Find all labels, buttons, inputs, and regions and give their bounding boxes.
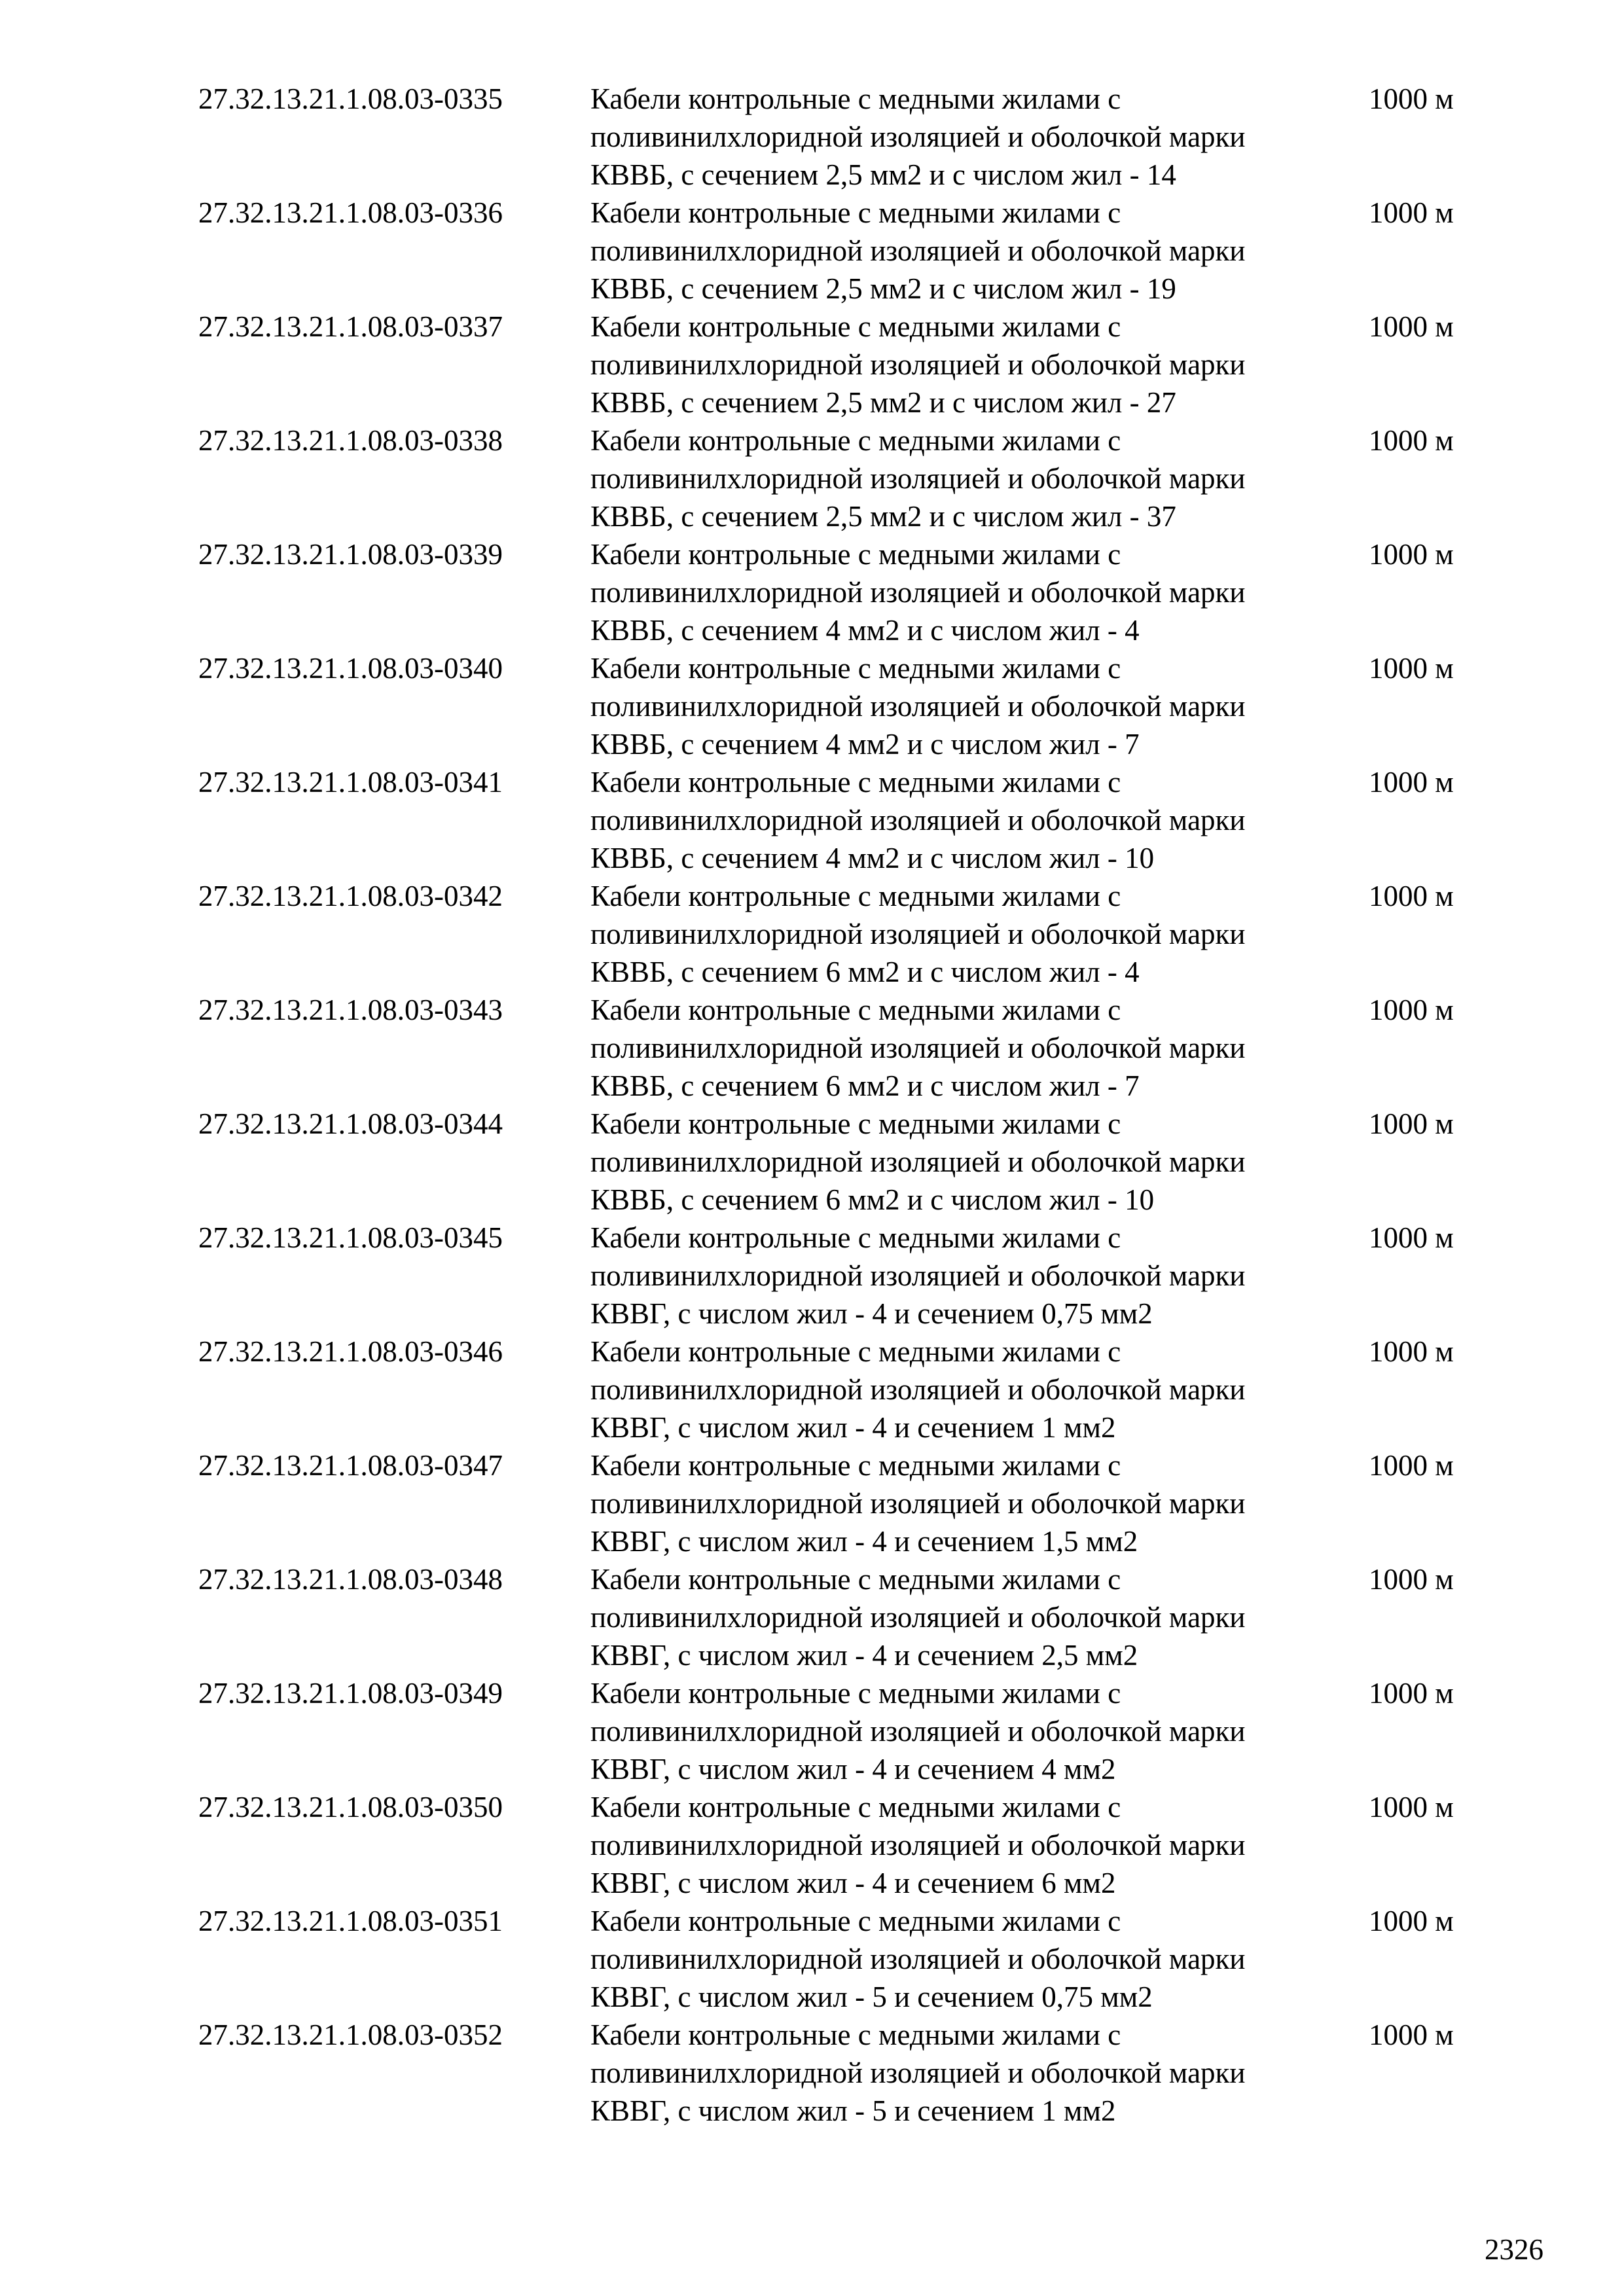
description-line: КВВБ, с сечением 4 мм2 и с числом жил - 7 bbox=[590, 728, 1140, 761]
description-line: поливинилхлоридной изоляцией и оболочкой марки bbox=[590, 1487, 1246, 1520]
list-item bbox=[0, 1446, 1624, 1560]
list-item bbox=[0, 1219, 1624, 1333]
list-item bbox=[0, 1902, 1624, 2016]
resource-description bbox=[590, 1902, 1356, 2016]
description-line: КВВГ, с числом жил - 5 и сечением 0,75 мм2 bbox=[590, 1981, 1153, 2013]
unit-of-measure: 1000 м bbox=[1369, 2018, 1454, 2051]
resource-description bbox=[590, 763, 1356, 877]
description-line: Кабели контрольные с медными жилами с bbox=[590, 310, 1121, 343]
resource-code: 27.32.13.21.1.08.03-0336 bbox=[198, 196, 503, 229]
unit-of-measure: 1000 м bbox=[1369, 994, 1454, 1026]
resource-code: 27.32.13.21.1.08.03-0352 bbox=[198, 2018, 503, 2051]
description-line: Кабели контрольные с медными жилами с bbox=[590, 82, 1121, 115]
description-line: КВВГ, с числом жил - 4 и сечением 4 мм2 bbox=[590, 1753, 1116, 1785]
description-line: поливинилхлоридной изоляцией и оболочкой марки bbox=[590, 348, 1246, 381]
description-line: Кабели контрольные с медными жилами с bbox=[590, 766, 1121, 798]
resource-description bbox=[590, 649, 1356, 763]
resource-description bbox=[590, 877, 1356, 991]
resource-description bbox=[590, 1219, 1356, 1333]
description-line: Кабели контрольные с медными жилами с bbox=[590, 2018, 1121, 2051]
description-line: Кабели контрольные с медными жилами с bbox=[590, 994, 1121, 1026]
description-line: КВВБ, с сечением 4 мм2 и с числом жил - 10 bbox=[590, 842, 1155, 874]
description-line: Кабели контрольные с медными жилами с bbox=[590, 1563, 1121, 1596]
resource-code: 27.32.13.21.1.08.03-0343 bbox=[198, 994, 503, 1026]
unit-of-measure: 1000 м bbox=[1369, 82, 1454, 115]
resource-code: 27.32.13.21.1.08.03-0339 bbox=[198, 538, 503, 571]
resource-description bbox=[590, 1674, 1356, 1788]
resource-code: 27.32.13.21.1.08.03-0351 bbox=[198, 1905, 503, 1937]
resource-code: 27.32.13.21.1.08.03-0345 bbox=[198, 1221, 503, 1254]
unit-of-measure: 1000 м bbox=[1369, 196, 1454, 229]
resource-description bbox=[590, 1446, 1356, 1560]
resource-code: 27.32.13.21.1.08.03-0348 bbox=[198, 1563, 503, 1596]
description-line: поливинилхлоридной изоляцией и оболочкой марки bbox=[590, 462, 1246, 495]
list-item bbox=[0, 194, 1624, 308]
description-line: поливинилхлоридной изоляцией и оболочкой марки bbox=[590, 1601, 1246, 1634]
description-line: Кабели контрольные с медными жилами с bbox=[590, 196, 1121, 229]
unit-of-measure: 1000 м bbox=[1369, 424, 1454, 457]
description-line: поливинилхлоридной изоляцией и оболочкой марки bbox=[590, 2056, 1246, 2089]
unit-of-measure: 1000 м bbox=[1369, 1791, 1454, 1823]
description-line: Кабели контрольные с медными жилами с bbox=[590, 1905, 1121, 1937]
list-item bbox=[0, 2016, 1624, 2130]
resource-description bbox=[590, 80, 1356, 194]
description-line: КВВБ, с сечением 2,5 мм2 и с числом жил - 37 bbox=[590, 500, 1176, 533]
description-line: поливинилхлоридной изоляцией и оболочкой марки bbox=[590, 918, 1246, 950]
list-item bbox=[0, 422, 1624, 535]
description-line: поливинилхлоридной изоляцией и оболочкой марки bbox=[590, 234, 1246, 267]
resource-description bbox=[590, 1105, 1356, 1219]
unit-of-measure: 1000 м bbox=[1369, 310, 1454, 343]
description-line: КВВГ, с числом жил - 4 и сечением 1 мм2 bbox=[590, 1411, 1116, 1444]
resource-description bbox=[590, 1788, 1356, 1902]
unit-of-measure: 1000 м bbox=[1369, 1335, 1454, 1368]
resource-description bbox=[590, 535, 1356, 649]
description-line: поливинилхлоридной изоляцией и оболочкой марки bbox=[590, 120, 1246, 153]
list-item bbox=[0, 1333, 1624, 1446]
unit-of-measure: 1000 м bbox=[1369, 652, 1454, 685]
description-line: Кабели контрольные с медными жилами с bbox=[590, 1677, 1121, 1710]
description-line: Кабели контрольные с медными жилами с bbox=[590, 424, 1121, 457]
resource-code: 27.32.13.21.1.08.03-0344 bbox=[198, 1107, 503, 1140]
unit-of-measure: 1000 м bbox=[1369, 1677, 1454, 1710]
description-line: Кабели контрольные с медными жилами с bbox=[590, 652, 1121, 685]
description-line: КВВБ, с сечением 2,5 мм2 и с числом жил - 19 bbox=[590, 272, 1176, 305]
list-item bbox=[0, 1105, 1624, 1219]
unit-of-measure: 1000 м bbox=[1369, 1905, 1454, 1937]
description-line: КВВБ, с сечением 2,5 мм2 и с числом жил - 27 bbox=[590, 386, 1176, 419]
list-item bbox=[0, 649, 1624, 763]
description-line: поливинилхлоридной изоляцией и оболочкой марки bbox=[590, 1031, 1246, 1064]
description-line: поливинилхлоридной изоляцией и оболочкой марки bbox=[590, 690, 1246, 723]
unit-of-measure: 1000 м bbox=[1369, 1107, 1454, 1140]
description-line: Кабели контрольные с медными жилами с bbox=[590, 538, 1121, 571]
description-line: Кабели контрольные с медными жилами с bbox=[590, 1221, 1121, 1254]
description-line: поливинилхлоридной изоляцией и оболочкой марки bbox=[590, 1829, 1246, 1861]
list-item bbox=[0, 1788, 1624, 1902]
description-line: Кабели контрольные с медными жилами с bbox=[590, 880, 1121, 912]
description-line: КВВБ, с сечением 6 мм2 и с числом жил - 10 bbox=[590, 1183, 1155, 1216]
resource-code: 27.32.13.21.1.08.03-0341 bbox=[198, 766, 503, 798]
resource-code: 27.32.13.21.1.08.03-0337 bbox=[198, 310, 503, 343]
resource-code: 27.32.13.21.1.08.03-0335 bbox=[198, 82, 503, 115]
resource-description bbox=[590, 991, 1356, 1105]
resource-code: 27.32.13.21.1.08.03-0349 bbox=[198, 1677, 503, 1710]
resource-code: 27.32.13.21.1.08.03-0346 bbox=[198, 1335, 503, 1368]
description-line: Кабели контрольные с медными жилами с bbox=[590, 1791, 1121, 1823]
resource-description bbox=[590, 194, 1356, 308]
list-item bbox=[0, 1674, 1624, 1788]
description-line: поливинилхлоридной изоляцией и оболочкой марки bbox=[590, 1943, 1246, 1975]
list-item bbox=[0, 80, 1624, 194]
resource-code: 27.32.13.21.1.08.03-0342 bbox=[198, 880, 503, 912]
resource-description bbox=[590, 1333, 1356, 1446]
description-line: Кабели контрольные с медными жилами с bbox=[590, 1335, 1121, 1368]
description-line: поливинилхлоридной изоляцией и оболочкой марки bbox=[590, 1715, 1246, 1748]
list-item bbox=[0, 1560, 1624, 1674]
unit-of-measure: 1000 м bbox=[1369, 880, 1454, 912]
description-line: поливинилхлоридной изоляцией и оболочкой марки bbox=[590, 1259, 1246, 1292]
resource-description bbox=[590, 308, 1356, 422]
description-line: КВВБ, с сечением 6 мм2 и с числом жил - 4 bbox=[590, 956, 1140, 988]
description-line: КВВБ, с сечением 2,5 мм2 и с числом жил - 14 bbox=[590, 158, 1176, 191]
description-line: поливинилхлоридной изоляцией и оболочкой марки bbox=[590, 1145, 1246, 1178]
resource-description bbox=[590, 422, 1356, 535]
description-line: поливинилхлоридной изоляцией и оболочкой марки bbox=[590, 804, 1246, 836]
description-line: КВВБ, с сечением 4 мм2 и с числом жил - 4 bbox=[590, 614, 1140, 647]
description-line: КВВГ, с числом жил - 4 и сечением 2,5 мм2 bbox=[590, 1639, 1138, 1672]
list-item bbox=[0, 991, 1624, 1105]
unit-of-measure: 1000 м bbox=[1369, 1563, 1454, 1596]
unit-of-measure: 1000 м bbox=[1369, 1221, 1454, 1254]
list-item bbox=[0, 877, 1624, 991]
description-line: КВВГ, с числом жил - 5 и сечением 1 мм2 bbox=[590, 2094, 1116, 2127]
description-line: КВВБ, с сечением 6 мм2 и с числом жил - 7 bbox=[590, 1069, 1140, 1102]
description-line: Кабели контрольные с медными жилами с bbox=[590, 1107, 1121, 1140]
resource-code: 27.32.13.21.1.08.03-0340 bbox=[198, 652, 503, 685]
description-line: КВВГ, с числом жил - 4 и сечением 1,5 мм2 bbox=[590, 1525, 1138, 1558]
resource-code: 27.32.13.21.1.08.03-0338 bbox=[198, 424, 503, 457]
description-line: поливинилхлоридной изоляцией и оболочкой марки bbox=[590, 576, 1246, 609]
unit-of-measure: 1000 м bbox=[1369, 766, 1454, 798]
unit-of-measure: 1000 м bbox=[1369, 538, 1454, 571]
resource-code: 27.32.13.21.1.08.03-0350 bbox=[198, 1791, 503, 1823]
description-line: поливинилхлоридной изоляцией и оболочкой марки bbox=[590, 1373, 1246, 1406]
description-line: Кабели контрольные с медными жилами с bbox=[590, 1449, 1121, 1482]
resource-description bbox=[590, 1560, 1356, 1674]
description-line: КВВГ, с числом жил - 4 и сечением 0,75 мм2 bbox=[590, 1297, 1153, 1330]
list-item bbox=[0, 535, 1624, 649]
unit-of-measure: 1000 м bbox=[1369, 1449, 1454, 1482]
list-item bbox=[0, 763, 1624, 877]
description-line: КВВГ, с числом жил - 4 и сечением 6 мм2 bbox=[590, 1867, 1116, 1899]
page-number: 2326 bbox=[1485, 2233, 1543, 2266]
resource-description bbox=[590, 2016, 1356, 2130]
resource-code: 27.32.13.21.1.08.03-0347 bbox=[198, 1449, 503, 1482]
list-item bbox=[0, 308, 1624, 422]
